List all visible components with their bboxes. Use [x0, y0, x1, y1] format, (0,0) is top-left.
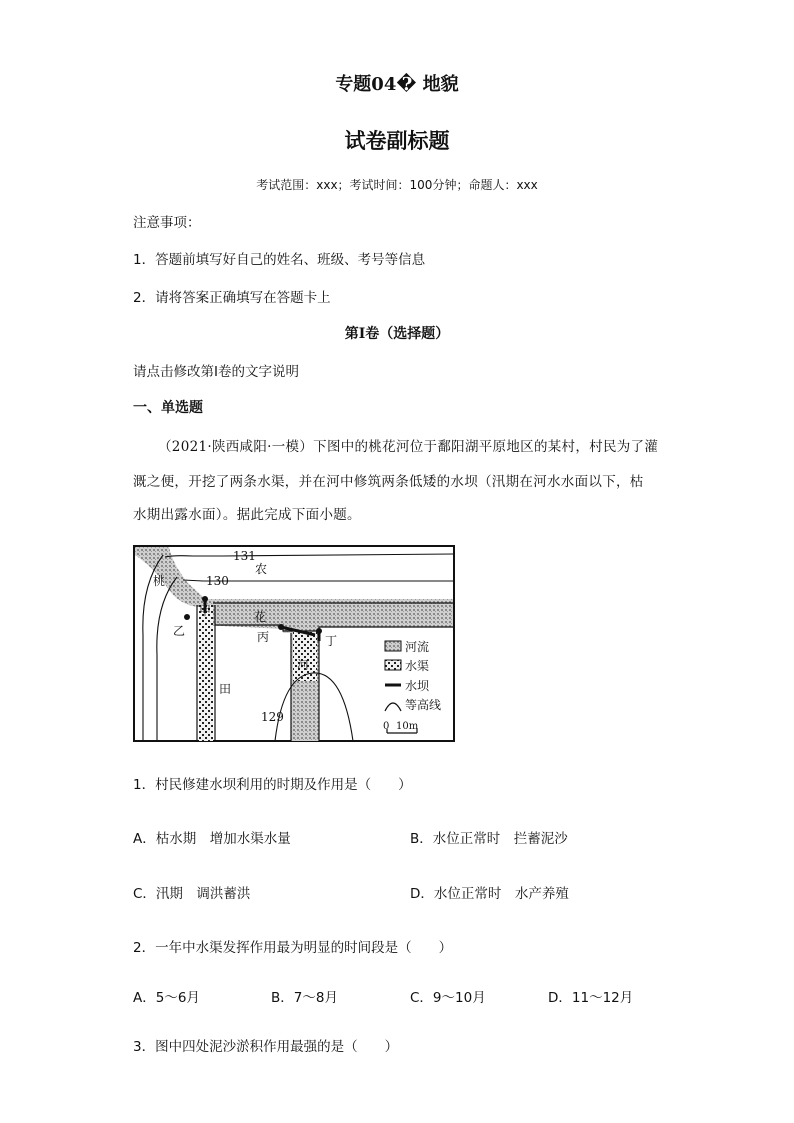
label-jia: 甲: [199, 604, 212, 618]
label-he: 河: [297, 658, 310, 672]
legend-canal: 水渠: [405, 659, 430, 673]
legend-contour: 等高线: [405, 698, 442, 712]
scale-dist: 10m: [396, 721, 419, 732]
passage-line-3: 水期出露水面）。据此完成下面小题。: [133, 507, 361, 523]
section1-title: 一、单选题: [133, 400, 203, 416]
question-2-option-d[interactable]: D．11～12月: [548, 990, 634, 1006]
label-yi: 乙: [173, 624, 186, 638]
river-map-figure: [133, 545, 455, 742]
canal-left: [199, 605, 213, 741]
part1-desc: 请点击修改第I卷的文字说明: [133, 364, 299, 380]
passage-line-2: 溉之便，开挖了两条水渠，并在河中修筑两条低矮的水坝（汛期在河水水面以下，枯: [133, 474, 644, 490]
question-2-option-c[interactable]: C．9～10月: [410, 990, 486, 1006]
document-title: 专题04� 地貌: [335, 74, 459, 95]
question-1-option-c[interactable]: C．汛期 调洪蓄洪: [133, 886, 251, 902]
notice-item-1: 1．答题前填写好自己的姓名、班级、考号等信息: [133, 252, 426, 268]
legend-dam: 水坝: [405, 679, 430, 693]
contour-label-129: 129: [261, 710, 284, 724]
notice-item-2: 2．请将答案正确填写在答题卡上: [133, 290, 331, 306]
point-yi: [184, 614, 190, 620]
contour-label-130: 130: [206, 574, 229, 588]
map-legend: [379, 633, 453, 739]
question-1-option-a[interactable]: A．枯水期 增加水渠水量: [133, 831, 291, 847]
label-hua: 花: [254, 610, 267, 624]
document-subtitle: 试卷副标题: [344, 128, 450, 153]
question-3-stem: 3．图中四处泥沙淤积作用最强的是（ ）: [133, 1039, 399, 1055]
label-tian: 田: [219, 682, 232, 696]
scale-zero: 0: [383, 721, 390, 732]
passage-line-1: （2021·陕西咸阳·一模）下图中的桃花河位于鄱阳湖平原地区的某村，村民为了灌: [158, 439, 659, 455]
question-2-option-b[interactable]: B．7～8月: [271, 990, 338, 1006]
label-nong: 农: [255, 562, 268, 576]
question-1-option-b[interactable]: B．水位正常时 拦蓄泥沙: [410, 831, 568, 847]
question-1-stem: 1．村民修建水坝利用的时期及作用是（ ）: [133, 777, 412, 793]
legend-river: 河流: [405, 640, 430, 654]
notice-heading: 注意事项：: [133, 215, 201, 231]
part1-title: 第I卷（选择题）: [344, 326, 450, 342]
question-2-option-a[interactable]: A．5～6月: [133, 990, 200, 1006]
label-ding: 丁: [325, 634, 338, 648]
label-tao: 桃: [153, 574, 166, 588]
contour-label-131: 131: [233, 549, 256, 563]
question-2-stem: 2．一年中水渠发挥作用最为明显的时间段是（ ）: [133, 940, 453, 956]
exam-info: 考试范围：xxx；考试时间：100分钟；命题人：xxx: [256, 178, 538, 192]
question-1-option-d[interactable]: D．水位正常时 水产养殖: [410, 886, 569, 902]
label-bing: 丙: [257, 630, 270, 644]
